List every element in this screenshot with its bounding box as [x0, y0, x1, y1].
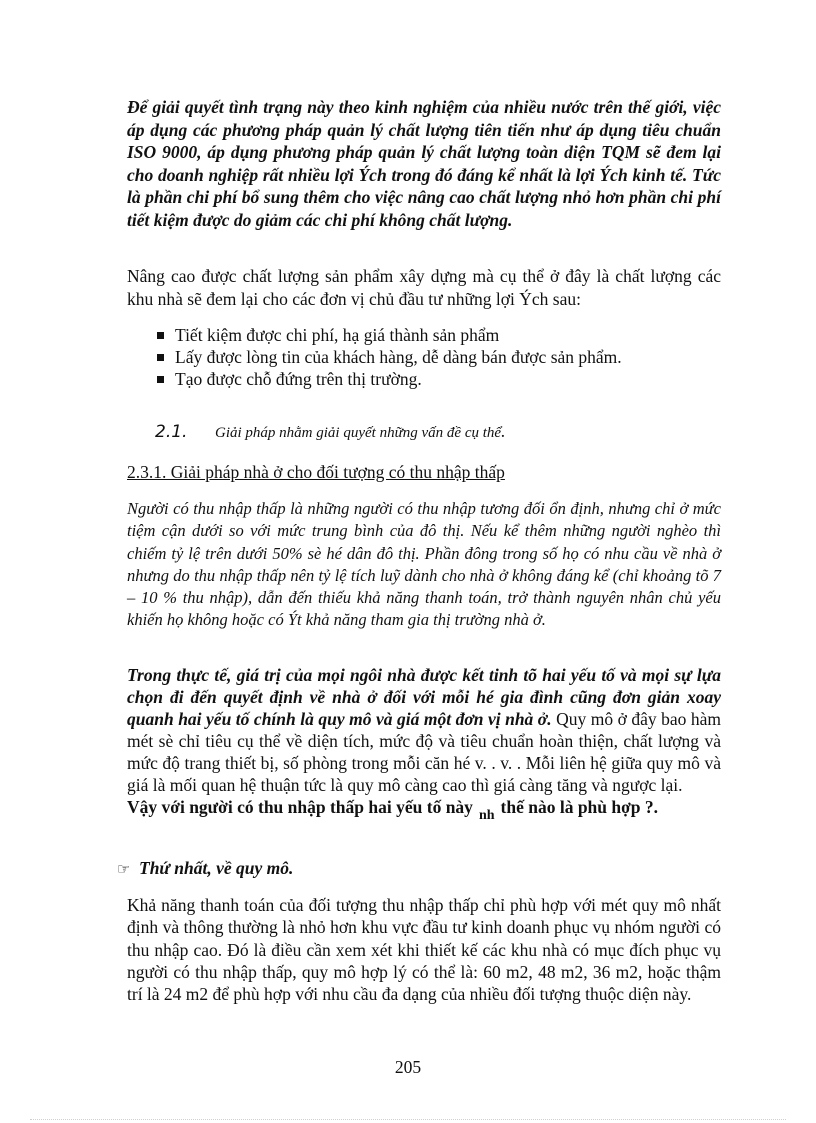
bullet-square-icon: [157, 332, 164, 339]
list-item: Tạo được chỗ đứng trên thị trường.: [157, 368, 622, 390]
paragraph-iso-tqm: Để giải quyết tình trạng này theo kinh nghiệm của nhiều nước trên thế giới, việc áp dụng các phương pháp quản lý chất lượng tiên tiến như áp dụng tiêu chuẩn ISO 9000, áp dụng phương pháp quản lý chất lượng toàn diện TQM sẽ đem lại cho doanh nghiệp rất nhiều lợi Ých trong đó đáng kể nhất là lợi Ých kinh tế. Tức là phần chi phí bổ sung thêm cho việc nâng cao chất lượng nhỏ hơn phần chi phí tiết kiệm được do giảm các chi phí không chất lượng.: [127, 97, 721, 230]
paragraph-benefits-intro: Nâng cao được chất lượng sản phẩm xây dựng mà cụ thể ở đây là chất lượng các khu nhà sẽ đem lại cho các đơn vị chủ đầu tư những lợi Ých sau:: [127, 266, 721, 309]
question-text: Vậy với người có thu nhập thấp hai yếu tố này: [127, 797, 473, 817]
paragraph-body: Quy mô ở đây bao hàm mét sè chỉ tiêu cụ thể về diện tích, mức độ và tiêu chuẩn hoàn thiện, chất lượng và mức độ trang thiết bị, số phòng trong mỗi căn hé v. . v. . Mỗi liên hệ giữa quy mô và giá là mối quan hệ thuận tức là quy mô càng cao thì giá càng tăng và ngược lại.: [127, 709, 722, 795]
heading-first-text: Thứ nhất, về quy mô.: [139, 858, 294, 878]
section-title: Giải pháp nhằm giải quyết những vấn đề cụ thể: [215, 425, 502, 441]
list-item: Tiết kiệm được chi phí, hạ giá thành sản phẩm: [157, 324, 622, 346]
list-item: Lấy được lòng tin của khách hàng, dễ dàng bán được sản phẩm.: [157, 346, 622, 368]
paragraph-low-income-definition: Người có thu nhập thấp là những người có thu nhập tương đối ổn định, nhưng chỉ ở mức tiệm cận dưới so với mức trung bình của đô thị. Nếu kể thêm những người nghèo thì chiếm tỷ lệ trên dưới 50% sè hé dân đô thị. Phần đông trong số họ có nhu cầu về nhà ở nhưng do thu nhập thấp nên tỷ lệ tích luỹ dành cho nhà ở không đáng kể (chỉ khoảng tõ 7 – 10 % thu nhập), dẫn đến thiếu khả năng thanh toán, trở thành nguyên nhân chủ yếu khiến họ không hoặc có Ýt khả năng tham gia thị trường nhà ở.: [127, 499, 721, 630]
pointing-hand-icon: ☞: [117, 860, 131, 878]
paragraph-scale-and-price: [127, 664, 721, 827]
question-text-end: thế nào là phù hợp ?.: [500, 797, 659, 817]
page-number: 205: [394, 1057, 422, 1077]
page-bottom-divider: [30, 1119, 786, 1120]
bullet-square-icon: [157, 376, 164, 383]
section-number: 2.1.: [155, 422, 188, 442]
benefits-list: [157, 324, 622, 390]
section-title-suffix: .: [501, 421, 506, 441]
paragraph-emphasis: Trong thực tế, giá trị của mọi ngôi nhà được kết tinh tõ hai yếu tố và mọi sự lựa chọn đi đến quyết định về nhà ở đối với mỗi hé gia đình cũng đơn giản xoay quanh hai yếu tố chính là quy mô và giá một đơn vị nhà ở.: [127, 665, 721, 729]
paragraph-affordability: Khả năng thanh toán của đối tượng thu nhập thấp chỉ phù hợp với mét quy mô nhất định và thông thường là nhỏ hơn khu vực đầu tư kinh doanh phục vụ nhóm người có thu nhập cao. Đó là điều cần xem xét khi thiết kế các khu nhà có mục đích phục vụ người có thu nhập thấp, quy mô hợp lý có thể là: 60 m2, 48 m2, 36 m2, hoặc thậm trí là 24 m2 để phù hợp với nhu cầu đa dạng của nhiều đối tượng thuộc diện này.: [127, 895, 721, 1005]
heading-first-scale: [117, 858, 293, 879]
heading-2-3-1: 2.3.1. Giải pháp nhà ở cho đối tượng có thu nhập thấp: [127, 462, 505, 482]
section-heading-2-1: [155, 421, 505, 442]
bullet-square-icon: [157, 354, 164, 361]
question-fragment: nh: [478, 808, 495, 823]
